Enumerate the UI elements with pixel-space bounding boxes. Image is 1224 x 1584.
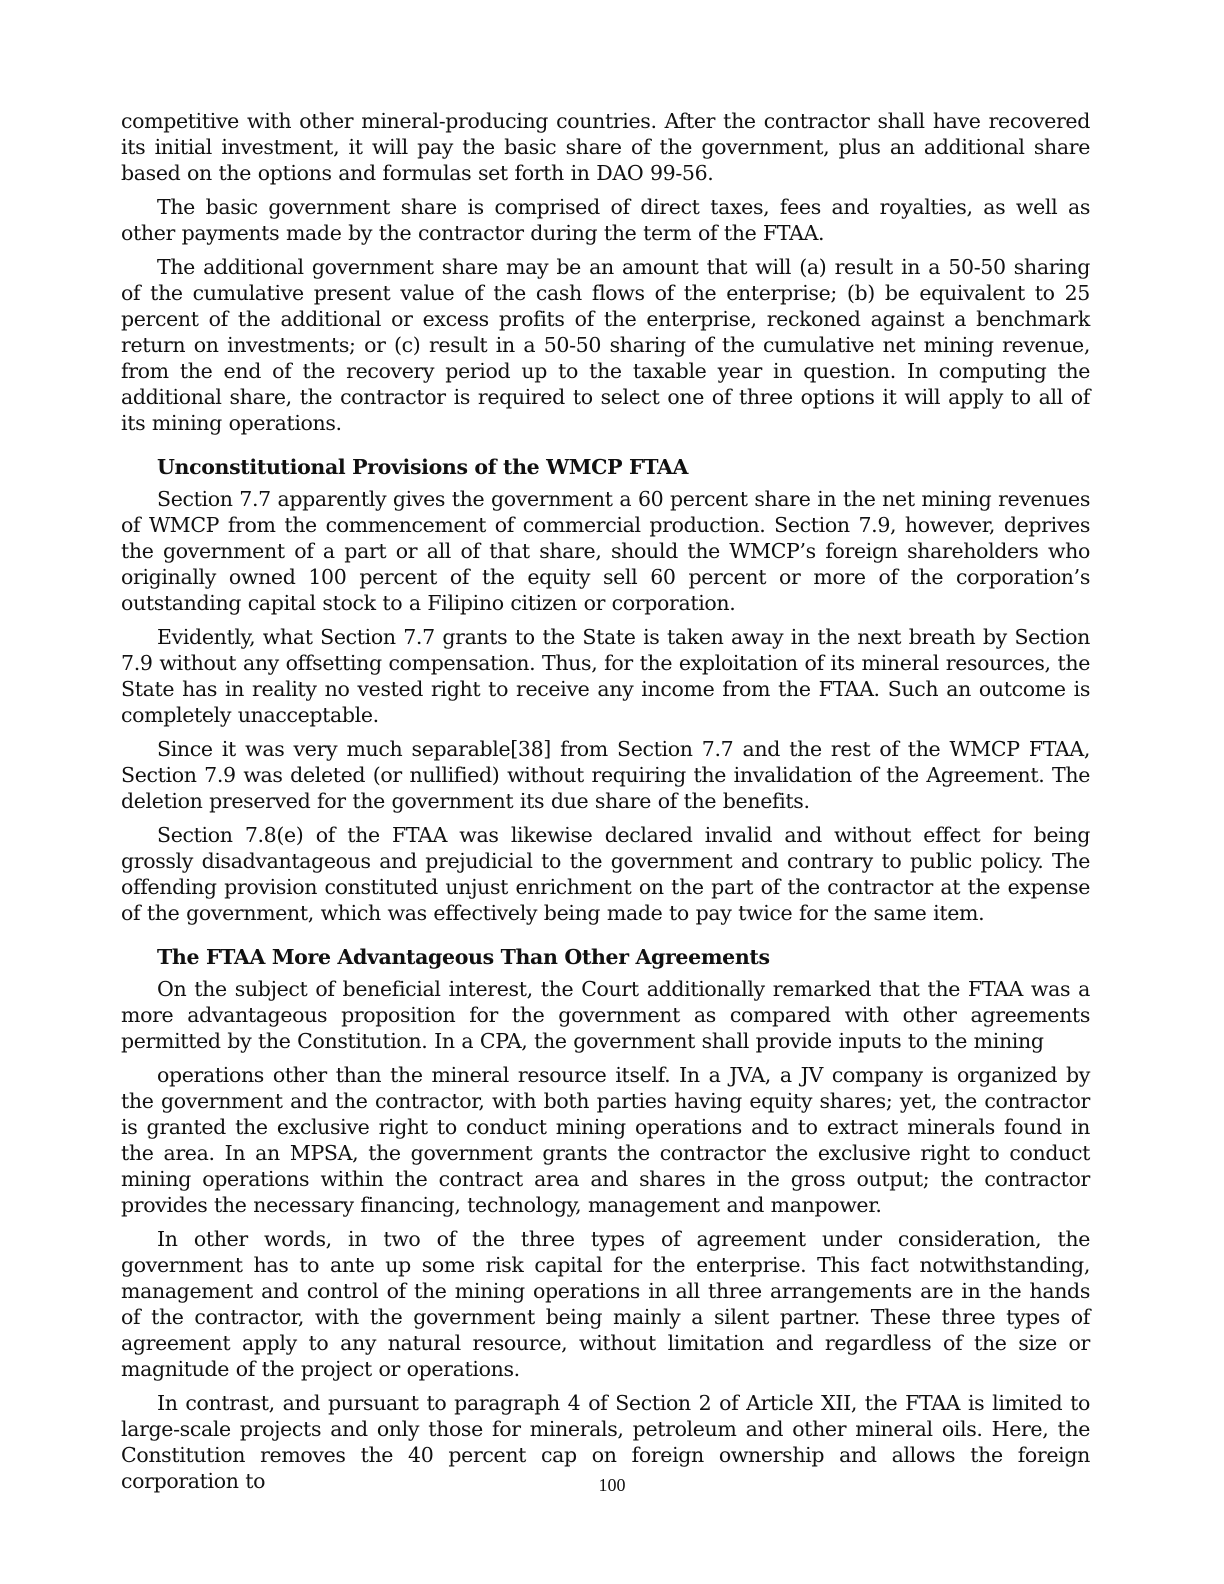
paragraph-4: Section 7.7 apparently gives the government a 60 percent share in the net mining revenues of WMCP from the commencement of commercial production. Section 7.9, however, deprives the government of a part or all of that share, should the WMCP’s foreign shareholders who originally owned 100 percent of the equity sell 60 percent or more of the corporation’s outstanding capital stock to a Filipino citizen or corporation. xyxy=(121,487,1090,615)
paragraph-7: Section 7.8(e) of the FTAA was likewise declared invalid and without effect for being grossly disadvantageous and prejudicial to the government and contrary to public policy. The offending provision constituted unjust enrichment on the part of the contractor at the expense of the government, which was effectively being made to pay twice for the same item. xyxy=(121,823,1090,925)
paragraph-9: operations other than the mineral resource itself. In a JVA, a JV company is organized by the government and the contractor, with both parties having equity shares; yet, the contractor is granted the exclusive right to conduct mining operations and to extract minerals found in the area. In an MPSA, the government grants the contractor the exclusive right to conduct mining operations within the contract area and shares in the gross output; the contractor provides the necessary financing, technology, management and manpower. xyxy=(121,1063,1090,1217)
paragraph-1: competitive with other mineral-producing countries. After the contractor shall have recovered its initial investment, it will pay the basic share of the government, plus an additional share based on the options and formulas set forth in DAO 99-56. xyxy=(121,109,1090,185)
paragraph-6: Since it was very much separable[38] from Section 7.7 and the rest of the WMCP FTAA, Section 7.9 was deleted (or nullified) without requiring the invalidation of the Agreement. The deletion preserved for the government its due share of the benefits. xyxy=(121,737,1090,813)
paragraph-5: Evidently, what Section 7.7 grants to the State is taken away in the next breath by Section 7.9 without any offsetting compensation. Thus, for the exploitation of its mineral resources, the State has in reality no vested right to receive any income from the FTAA. Such an outcome is completely unacceptable. xyxy=(121,625,1090,727)
page-number: 100 xyxy=(598,1475,626,1495)
paragraph-11: In contrast, and pursuant to paragraph 4 of Section 2 of Article XII, the FTAA is limited to large-scale projects and only those for minerals, petroleum and other mineral oils. Here, the Constitution removes the 40 percent cap on foreign ownership and allows the foreign corporation to xyxy=(121,1391,1090,1493)
paragraph-2: The basic government share is comprised of direct taxes, fees and royalties, as well as other payments made by the contractor during the term of the FTAA. xyxy=(121,195,1090,245)
section-heading-unconstitutional: Unconstitutional Provisions of the WMCP FTAA xyxy=(157,455,689,479)
section-heading-advantageous: The FTAA More Advantageous Than Other Agreements xyxy=(157,945,770,969)
paragraph-3: The additional government share may be an amount that will (a) result in a 50-50 sharing of the cumulative present value of the cash flows of the enterprise; (b) be equivalent to 25 percent of the additional or excess profits of the enterprise, reckoned against a benchmark return on investments; or (c) result in a 50-50 sharing of the cumulative net mining revenue, from the end of the recovery period up to the taxable year in question. In computing the additional share, the contractor is required to select one of three options it will apply to all of its mining operations. xyxy=(121,255,1090,435)
paragraph-8: On the subject of beneficial interest, the Court additionally remarked that the FTAA was a more advantageous proposition for the government as compared with other agreements permitted by the Constitution. In a CPA, the government shall provide inputs to the mining xyxy=(121,977,1090,1053)
paragraph-10: In other words, in two of the three types of agreement under consideration, the government has to ante up some risk capital for the enterprise. This fact notwithstanding, management and control of the mining operations in all three arrangements are in the hands of the contractor, with the government being mainly a silent partner. These three types of agreement apply to any natural resource, without limitation and regardless of the size or magnitude of the project or operations. xyxy=(121,1227,1090,1381)
document-page xyxy=(121,108,1090,1494)
